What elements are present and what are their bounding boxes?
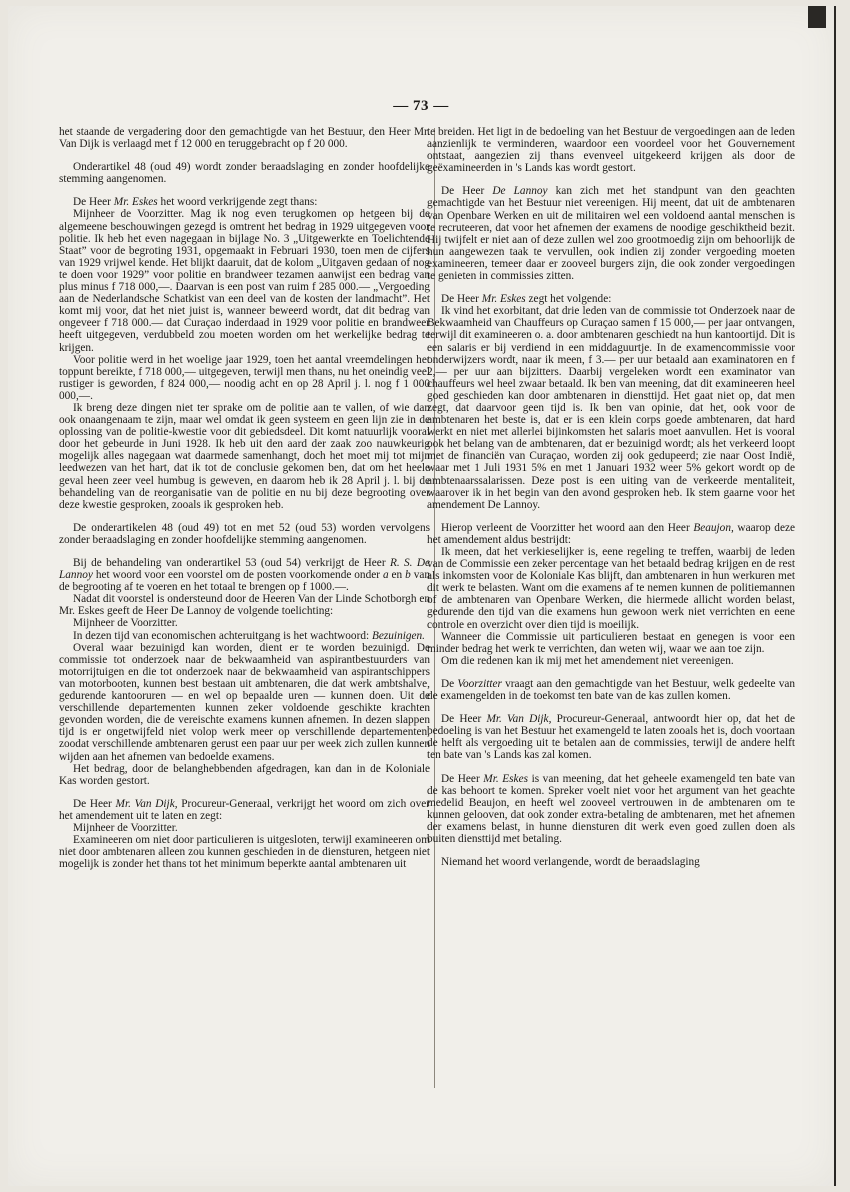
paragraph: Onderartikel 48 (oud 49) wordt zonder beraadslaging en zonder hoofdelijke stemming aangenomen. [59, 161, 430, 186]
speaker-name: Mr. Van Dijk, [115, 797, 178, 810]
speaker-name: De Lannoy [492, 185, 548, 198]
paragraph: Examineeren om niet door particulieren is uitgesloten, terwijl examineeren om niet door ambtenaren alleen zou kunnen geschieden in de diensturen, hetgeen niet mogelijk is zonder het thans tot het minimum beperkte aantal ambtenaren uit [59, 834, 430, 871]
emphasis: Bezuinigen. [371, 629, 425, 642]
paragraph: Ik breng deze dingen niet ter sprake om de politie aan te vallen, of wie dan ook onaangenaam te zijn, maar wel omdat ik geen systeem en geen lijn zie in de oplossing van de politie-kwestie voor dit gebiedsdeel. Dit komt natuurlijk vooral door het gebeurde in Juni 1928. Ik heb uit den aard der zaak zoo nauwkeurig mogelijk alles nagegaan wat daarmede samenhangt, doch het moet mij tot mijn leedwezen van het hart, dat ik tot de conclusie gekomen ben, dat om het heele geval heen zeer veel humbug is geweven, en daarom heb ik 28 April j. l. bij de behandeling van de reorganisatie van de politie en nu bij deze begrooting over deze kwestie gesproken, zooals ik gesproken heb. [59, 401, 430, 511]
paragraph: In dezen tijd van economischen achteruitgang is het wachtwoord: Bezuinigen. [73, 629, 425, 642]
paragraph: Mijnheer de Voorzitter. [73, 617, 178, 630]
right-column [427, 126, 795, 868]
paragraph: De Heer Mr. Eskes het woord verkrijgende zegt thans: [73, 196, 318, 209]
paragraph: het staande de vergadering door den gemachtigde van het Bestuur, den Heer Mr. Van Dijk is verlaagd met f 12 000 en teruggebracht op f 20 000. [59, 126, 430, 151]
paragraph: Mijnheer de Voorzitter. [73, 821, 178, 834]
paragraph: Bij de behandeling van onderartikel 53 (oud 54) verkrijgt de Heer R. S. De Lannoy het woord voor een voorstel om de posten voorkomende onder a en b van de begrooting af te voeren en het totaal te brengen op f 1000.—. [59, 557, 430, 594]
paragraph: De Heer De Lannoy kan zich met het standpunt van den geachten gemachtigde van het Bestuur niet vereenigen. Hij meent, dat uit de ambtenaren van Openbare Werken en uit de militairen wel een voldoend aantal menschen is te recruteeren, dat voor het afnemen der examens de noodige geschiktheid bezit. Hij twijfelt er niet aan of deze zullen wel zoo grootmoedig zijn om behoorlijk de hun aangewezen taak te vervullen, ook indien zij zonder vergoeding moeten examineeren, temeer daar er zooveel burgers zijn, die ook zonder vergoedingen te genieten in commissies zitten. [427, 185, 796, 283]
paragraph: Mijnheer de Voorzitter. Mag ik nog even terugkomen op hetgeen bij de algemeene beschouwingen gezegd is omtrent het bedrag in 1929 uitgegeven voor politie. Ik heb het even nagegaan in bijlage No. 3 „Uitgewerkte en Toelichtende Staat” voor de begroting 1931, opgemaakt in Februari 1930, toen men de cijfers van 1929 vrijwel kende. Het blijkt daaruit, dat de kolom „Uitgaven gedaan of nog te doen voor 1929” voor politie en brandweer tezamen aanwijst een bedrag van plus minus f 718 000,—. Daarvan is een post van ruim f 285 000.— „Vergoeding aan de Nederlandsche Schatkist van een deel van de kosten der landmacht”. Het komt mij voor, dat het niet juist is, wanneer beweerd wordt, dat dit bedrag van ongeveer f 718 000.— dat Curaçao inderdaad in 1929 voor politie en brandweer heeft uitgegeven, verdubbeld zou moeten worden om het werkelijke bedrag te krijgen. [59, 208, 430, 354]
speaker-name: Mr. Eskes [113, 196, 158, 209]
paragraph: De Heer Mr. Van Dijk, Procureur-Generaal, antwoordt hier op, dat het de bedoeling is van het Bestuur het examengeld te laten zooals het is, doch voortaan de helft als vergoeding uit te betalen aan de commissies, terwijl de andere helft ten bate van 's Lands kas zal komen. [427, 713, 795, 762]
paragraph: De Heer Mr. Van Dijk, Procureur-Generaal, verkrijgt het woord om zich over het amendement uit te laten en zegt: [59, 797, 430, 822]
document-page [8, 6, 836, 1186]
paragraph: Overal waar bezuinigd kan worden, dient er te worden bezuinigd. De commissie tot onderzoek naar de bekwaamheid van aspirantbestuurders van motorrijtuigen en die tot onderzoek naar de bekwaamheid van aspirantschippers van motorbooten, kunnen best bestaan uit ambtenaren, die dat werk ambtshalve, gedurende kantooruren — en wel op bepaalde uren — kunnen doen. Uit de verschillende departementen kunnen zeker voldoende geschikte krachten gevonden worden, die de vereischte examens kunnen afnemen. In dezen slappen tijd is er ongetwijfeld niet volop werk meer op verschillende departementen, zoodat verschillende ambtenaren gerust een paar uur per week zich zullen kunnen wijden aan het afnemen van bedoelde examens. [59, 641, 430, 763]
paragraph: Voor politie werd in het woelige jaar 1929, toen het aantal vreemdelingen het toppunt bereikte, f 718 000,— uitgegeven, terwijl men thans, nu het oneindig veel rustiger is geworden, f 824 000,— noodig acht en op 28 April j. l. nog f 1 000 000,—. [59, 353, 430, 402]
speaker-name: Voorzitter [457, 677, 502, 690]
speaker-name: Mr. Van Dijk, [486, 713, 552, 726]
paragraph: Ik meen, dat het verkieselijker is, eene regeling te treffen, waarbij de leden van de Commissie een zeker percentage van het betaald bedrag krijgen en de rest als inkomsten voor de Koloniale Kas blijft, dan ambtenaren in hun werkuren met dit werk te belasten. Want om die examens af te nemen kunnen de politiemannen of de ambtenaren van Openbare Werken, die hiermede allicht worden belast, gedurende den tijd van die examens hun gewoon werk niet verrichten en eene controle en overzicht over dien tijd is moeilijk. [427, 546, 795, 631]
speaker-name: Mr. Eskes [481, 293, 526, 306]
paragraph: Niemand het woord verlangende, wordt de beraadslaging [441, 856, 700, 869]
paragraph: De Heer Mr. Eskes zegt het volgende: [441, 293, 612, 306]
paragraph: Het bedrag, door de belanghebbenden afgedragen, kan dan in de Koloniale Kas worden gestort. [59, 762, 430, 787]
paragraph: Om die redenen kan ik mij met het amendement niet vereenigen. [441, 654, 734, 667]
paragraph: De Heer Mr. Eskes is van meening, dat het geheele examengeld ten bate van de kas behoort te komen. Spreker voelt niet voor het argument van het geachte medelid Beaujon, en heeft wel zooveel vertrouwen in de ambtenaren om te kunnen gelooven, dat ook zonder extra-betaling de ambtenaren, met het afnemen der examens belast, in hunne diensturen dit werk even goed zullen doen als buiten diensttijd met betaling. [427, 772, 795, 845]
speaker-name: Beaujon, [693, 521, 734, 534]
left-column [59, 126, 430, 870]
paragraph: Ik vind het exorbitant, dat drie leden van de commissie tot Onderzoek naar de Bekwaamheid van Chauffeurs op Curaçao samen f 15 000,— per jaar ontvangen, terwijl dit examineeren o. a. door ambtenaren geschiedt na hun kantoortijd. Dit is een salaris er bij verdiend in een middaguurtje. In de examencommissie voor onderwijzers wordt, naar ik meen, f 3.— per uur betaald aan examinatoren en f 2,— per uur aan bijzitters. Daarbij vergeleken wordt een examinator van chauffeurs wel heel zwaar betaald. Ik ben van meening, dat dit examineeren heel goed geschieden kan door ambtenaren in diensttijd. Het gaat niet op, dat men zegt, dat daarvoor geen tijd is. Ik ben van opinie, dat het, ook voor de ambtenaren het beste is, dat er is een klein corps goede ambtenaren, dat hard werkt en niet met allerlei bijinkomsten het salaris moet aanvullen. Het is vooral ook het belang van de ambtenaren, dat er bezuinigd wordt; als het verkeerd loopt met de financiën van Curaçao, worden zij ook gedupeerd; zie naar Oost Indië, waar met 1 Juli 1931 5% en met 1 Januari 1932 weer 5% gekort wordt op de ambtenaarssalarissen. Deze post is een uiting van de verkeerde mentaliteit, waarover ik in het begin van den avond gesproken heb. Ik stem gaarne voor het amendement De Lannoy. [427, 305, 795, 511]
paragraph: Wanneer die Commissie uit particulieren bestaat en genegen is voor een minder bedrag het werk te verrichten, dan weten wij, waar we aan toe zijn. [427, 630, 795, 655]
paragraph: Nadat dit voorstel is ondersteund door de Heeren Van der Linde Schotborgh en Mr. Eskes geeft de Heer De Lannoy de volgende toelichting: [59, 593, 430, 618]
paragraph: De Voorzitter vraagt aan den gemachtigde van het Bestuur, welk gedeelte van de examengelden in de toekomst ten bate van de kas zullen komen. [427, 677, 796, 703]
paragraph: De onderartikelen 48 (oud 49) tot en met 52 (oud 53) worden vervolgens zonder beraadslaging en zonder hoofdelijke stemming aangenomen. [59, 521, 430, 546]
paragraph: Hierop verleent de Voorzitter het woord aan den Heer Beaujon, waarop deze het amendement aldus bestrijdt: [427, 521, 795, 546]
paragraph: te breiden. Het ligt in de bedoeling van het Bestuur de vergoedingen aan de leden aanzienlijk te verminderen, waardoor een voordeel voor het Gouvernement ontstaat, aangezien zij thans evenveel uitgekeerd krijgen als door de geëxamineerden in 's Lands kas wordt gestort. [427, 126, 795, 175]
page-corner-mark [808, 6, 826, 28]
page-number: — 73 — [393, 98, 449, 114]
speaker-name: R. S. De Lannoy [59, 557, 430, 582]
speaker-name: Mr. Eskes [483, 772, 528, 785]
